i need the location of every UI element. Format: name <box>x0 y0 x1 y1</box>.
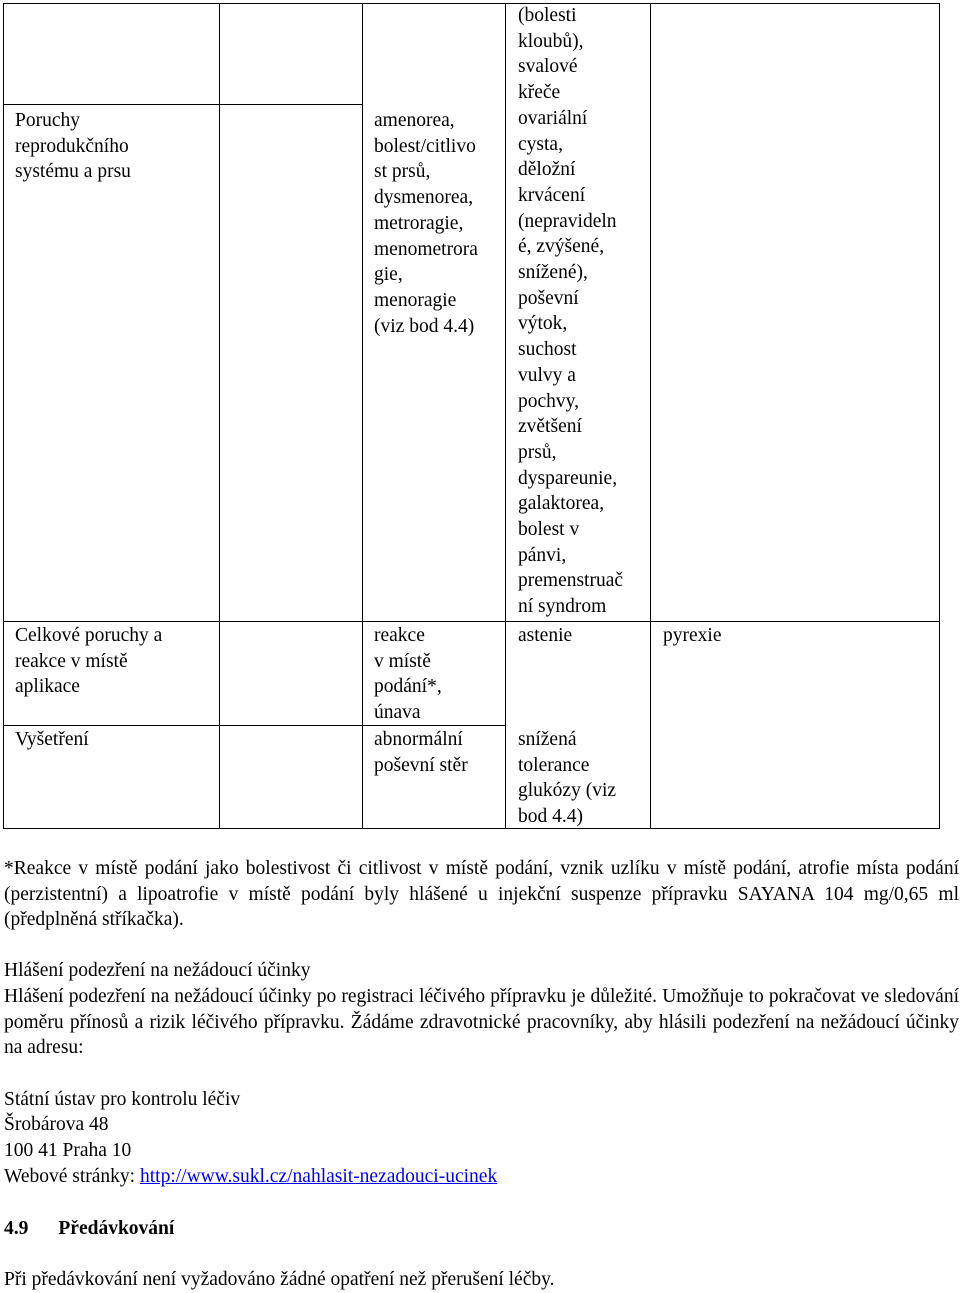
address-line-institution: Státní ústav pro kontrolu léčiv <box>4 1089 241 1110</box>
section-text: Při předávkování není vyžadováno žádné opatření než přerušení léčby. <box>4 1269 555 1290</box>
table-row-divider-2 <box>3 621 940 622</box>
table-cell-rare: pyrexie <box>663 625 722 646</box>
table-border-bottom <box>3 828 940 829</box>
reporting-text: Hlášení podezření na nežádoucí účinky po registraci léčivého přípravku je důležité. Umožňuje to pokračovat ve sledování poměru přínosů a rizik léčivého přípravku. Žádáme zdravotnické pracovníky, aby hlásili podezření na nežádoucí účinky na adresu: <box>4 986 959 1059</box>
web-label: Webové stránky: <box>4 1166 140 1187</box>
table-border-col1 <box>219 3 220 829</box>
table-border-col4 <box>650 3 651 829</box>
address-line-street: Šrobárova 48 <box>4 1114 109 1135</box>
table-cell-category: Poruchy reprodukčního systému a prsu <box>15 110 131 183</box>
section-title: Předávkování <box>58 1218 175 1239</box>
table-cell-common: amenorea, bolest/citlivo st prsů, dysmenorea, metroragie, menometrora gie, menoragie (viz bod 4.4) <box>374 110 478 337</box>
table-cell-common: reakce v místě podání*, únava <box>374 625 442 724</box>
adverse-effects-table <box>3 3 940 829</box>
address-line-city: 100 41 Praha 10 <box>4 1140 132 1161</box>
address-web <box>4 1164 959 1190</box>
table-border-right <box>939 3 940 829</box>
reporting-heading: Hlášení podezření na nežádoucí účinky <box>4 960 311 981</box>
table-border-col2 <box>362 3 363 829</box>
table-border-top <box>3 3 940 4</box>
table-cell-uncommon: (bolesti kloubů), svalové křeče ovariální cysta, děložní krvácení (nepravideln é, zvýšené, snížené), poševní výtok, suchost vulvy a pochvy, zvětšení prsů, dyspareunie, galaktorea, bolest v pánvi, premenstruač ní syndrom <box>518 5 624 618</box>
table-cell-category: Celkové poruchy a reakce v místě aplikace <box>15 625 163 698</box>
table-border-left <box>3 3 4 829</box>
section-heading <box>4 1216 959 1242</box>
table-border-col3 <box>505 3 506 829</box>
table-cell-category: Vyšetření <box>15 729 89 750</box>
table-cell-uncommon: snížená tolerance glukózy (viz bod 4.4) <box>518 729 617 828</box>
table-row-divider-1 <box>3 104 362 105</box>
table-cell-common: abnormální poševní stěr <box>374 729 468 776</box>
section-number: 4.9 <box>4 1218 29 1239</box>
web-link[interactable]: http://www.sukl.cz/nahlasit-nezadouci-ucinek <box>139 1166 498 1187</box>
footnote: *Reakce v místě podání jako bolestivost či citlivost v místě podání, vznik uzlíku v místě podání, atrofie místa podání (perzistentní) a lipoatrofie v místě podání byly hlášené u injekční suspenze přípravku SAYANA 104 mg/0,65 ml (předplněná stříkačka). <box>4 858 959 931</box>
table-cell-uncommon: astenie <box>518 625 573 646</box>
